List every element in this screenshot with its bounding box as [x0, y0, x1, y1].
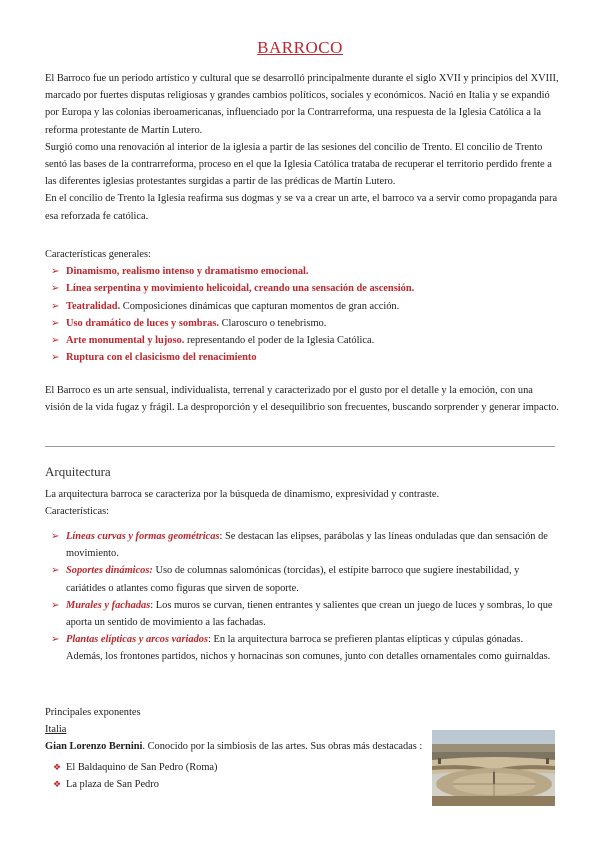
summary-section: [45, 382, 560, 416]
arrow-bullet-icon: ➢: [51, 335, 60, 347]
list-item: ➢ Teatralidad. Composiciones dinámicas que capturan momentos de gran acción.: [45, 298, 560, 315]
arrow-bullet-icon: ➢: [51, 565, 60, 577]
summary-paragraph: El Barroco es un arte sensual, individualista, terrenal y caracterizado por el gusto por el detalle y la emoción, con una visión de la vida fugaz y frágil. La desproporción y el desequilibrio son frecuentes, buscando sorprender y generar impacto.: [45, 385, 559, 414]
intro-paragraph-1: El Barroco fue un periodo artístico y cultural que se desarrolló principalmente durante el siglo XVII y principios del XVIII, marcado por fuertes disputas religiosas y grandes cambios políticos, sociales y económicos. Nació en Italia y se expandió por Europa y las colonias iberoamericanas, influenciado por la Contrarreforma, una respuesta de la Iglesia Católica a la reforma protestante de Martín Lutero.: [45, 73, 559, 136]
artist-description: . Conocido por la simbiosis de las artes. Sus obras más destacadas :: [142, 741, 423, 753]
arrow-bullet-icon: ➢: [51, 300, 60, 312]
architecture-intro: La arquitectura barroca se caracteriza por la búsqueda de dinamismo, expresividad y contraste.: [45, 489, 440, 500]
artist-name: Gian Lorenzo Bernini: [45, 741, 143, 753]
section-divider: [45, 446, 555, 447]
country-heading: Italia: [45, 724, 67, 736]
works-list: [45, 759, 425, 793]
architecture-features-label: Características:: [45, 506, 110, 518]
architecture-section: [45, 486, 560, 520]
architecture-list: [45, 528, 560, 666]
intro-paragraph-2: Surgió como una renovación al interior de la iglesia a partir de las sesiones del concilio de Trento. El concilio de Trento sentó las bases de la contrarreforma, proceso en el que la Iglesia Católica trataba de recuperar el territorio perdido frente a las diferentes iglesias protestantes surgidas a partir de las prédicas de Martín Lutero.: [45, 141, 552, 188]
arrow-bullet-icon: ➢: [51, 352, 60, 364]
list-item: ➢ Plantas elípticas y arcos variados: En la arquitectura barroca se prefieren plantas elípticas y cúpulas gónadas. Además, los frontones partidos, nichos y hornacinas son comunes, junto con detalles ornamentales como guirnaldas.: [45, 631, 560, 665]
artist-paragraph: [45, 738, 425, 755]
architecture-features: [45, 528, 560, 666]
general-heading: Características generales:: [45, 249, 151, 260]
exponents-heading: Principales exponentes: [45, 707, 141, 718]
arrow-bullet-icon: ➢: [51, 266, 60, 278]
arrow-bullet-icon: ➢: [51, 283, 60, 295]
list-item: ➢ Ruptura con el clasicismo del renacimiento: [45, 349, 560, 366]
st-peters-square-photo: [432, 730, 555, 806]
exponents-section: [45, 704, 425, 793]
arrow-bullet-icon: ➢: [51, 599, 60, 611]
arrow-bullet-icon: ➢: [51, 531, 60, 542]
general-list: [45, 263, 560, 366]
list-item: ❖ La plaza de San Pedro: [45, 776, 425, 793]
list-item: ➢ Uso dramático de luces y sombras. Claroscuro o tenebrismo.: [45, 315, 560, 332]
list-item: ➢ Soportes dinámicos: Uso de columnas salomónicas (torcidas), el estípite barroco que sugiere inestabilidad, y cariátides o atlantes como figuras que sirven de soporte.: [45, 562, 560, 596]
diamond-bullet-icon: ❖: [53, 761, 62, 772]
list-item: ❖ El Baldaquino de San Pedro (Roma): [45, 759, 425, 776]
architecture-heading: Arquitectura: [45, 464, 111, 479]
list-item: ➢ Línea serpentina y movimiento helicoidal, creando una sensación de ascensión.: [45, 280, 560, 297]
list-item: ➢ Líneas curvas y formas geométricas: Se destacan las elipses, parábolas y las líneas onduladas que dan sensación de movimiento.: [45, 528, 560, 562]
arrow-bullet-icon: ➢: [51, 634, 60, 646]
list-item: ➢ Arte monumental y lujoso. representando el poder de la Iglesia Católica.: [45, 332, 560, 349]
page-title: BARROCO: [257, 38, 343, 57]
intro-section: [45, 70, 560, 225]
general-characteristics: [45, 246, 560, 366]
diamond-bullet-icon: ❖: [53, 778, 62, 789]
arrow-bullet-icon: ➢: [51, 317, 60, 329]
list-item: ➢ Murales y fachadas: Los muros se curvan, tienen entrantes y salientes que crean un juego de luces y sombras, lo que aporta un sentido de movimiento a las fachadas.: [45, 597, 560, 631]
intro-paragraph-3: En el concilio de Trento la Iglesia reafirma sus dogmas y se va a crear un arte, el barroco va a servir como propaganda para esa reforzada fe católica.: [45, 193, 558, 222]
list-item: ➢ Dinamismo, realismo intenso y dramatismo emocional.: [45, 263, 560, 280]
